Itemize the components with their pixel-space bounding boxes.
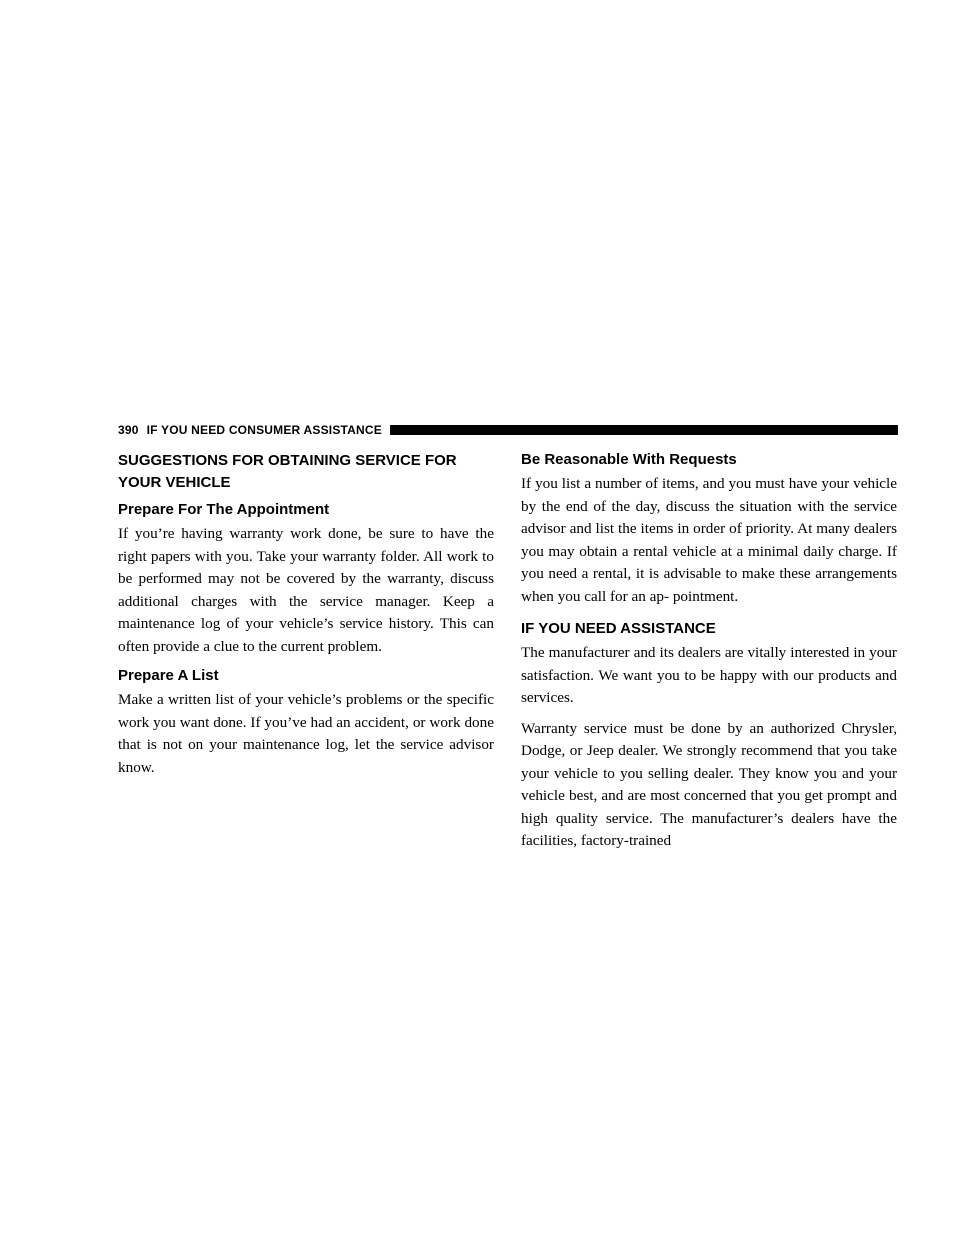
main-heading-service: SUGGESTIONS FOR OBTAINING SERVICE FOR YOUR VEHICLE: [118, 452, 457, 491]
paragraph-assistance-1: The manufacturer and its dealers are vitally interested in your satisfaction. We want you to be happy with our products and services.: [521, 644, 897, 706]
heading-reasonable-requests: Be Reasonable With Requests: [521, 451, 737, 468]
paragraph-prepare-list: Make a written list of your vehicle’s problems or the specific work you want done. If you’ve had an accident, or work done that is not on your maintenance log, let the service advisor know.: [118, 691, 494, 776]
page-number: 390: [118, 423, 139, 437]
paragraph-assistance-2: Warranty service must be done by an authorized Chrysler, Dodge, or Jeep dealer. We strongly recommend that you take your vehicle to you selling dealer. They know you and your vehicle best, and are most concerned that you get prompt and high quality service. The manufacturer’s dealers have the facilities, factory-trained: [521, 719, 897, 849]
heading-prepare-list: Prepare A List: [118, 667, 219, 684]
section-title: IF YOU NEED CONSUMER ASSISTANCE: [146, 423, 382, 437]
paragraph-prepare-appointment: If you’re having warranty work done, be sure to have the right papers with you. Take your warranty folder. All work to be performed may not be covered by the warranty, discuss additional charges with the service manager. Keep a maintenance log of your vehicle’s service history. This can often provide a clue to the current problem.: [118, 525, 494, 655]
paragraph-reasonable-requests: If you list a number of items, and you must have your vehicle by the end of the day, discuss the situation with the service advisor and list the items in order of priority. At many dealers you may obtain a rental vehicle at a minimal daily charge. If you need a rental, it is advisable to make these arrangements when you call for an ap- pointment.: [521, 475, 897, 605]
page-header: [118, 422, 898, 438]
heading-prepare-appointment: Prepare For The Appointment: [118, 501, 330, 518]
left-column: [118, 446, 494, 787]
heading-if-you-need-assistance: IF YOU NEED ASSISTANCE: [521, 620, 716, 637]
header-rule: [390, 425, 898, 435]
right-column: [521, 446, 897, 861]
